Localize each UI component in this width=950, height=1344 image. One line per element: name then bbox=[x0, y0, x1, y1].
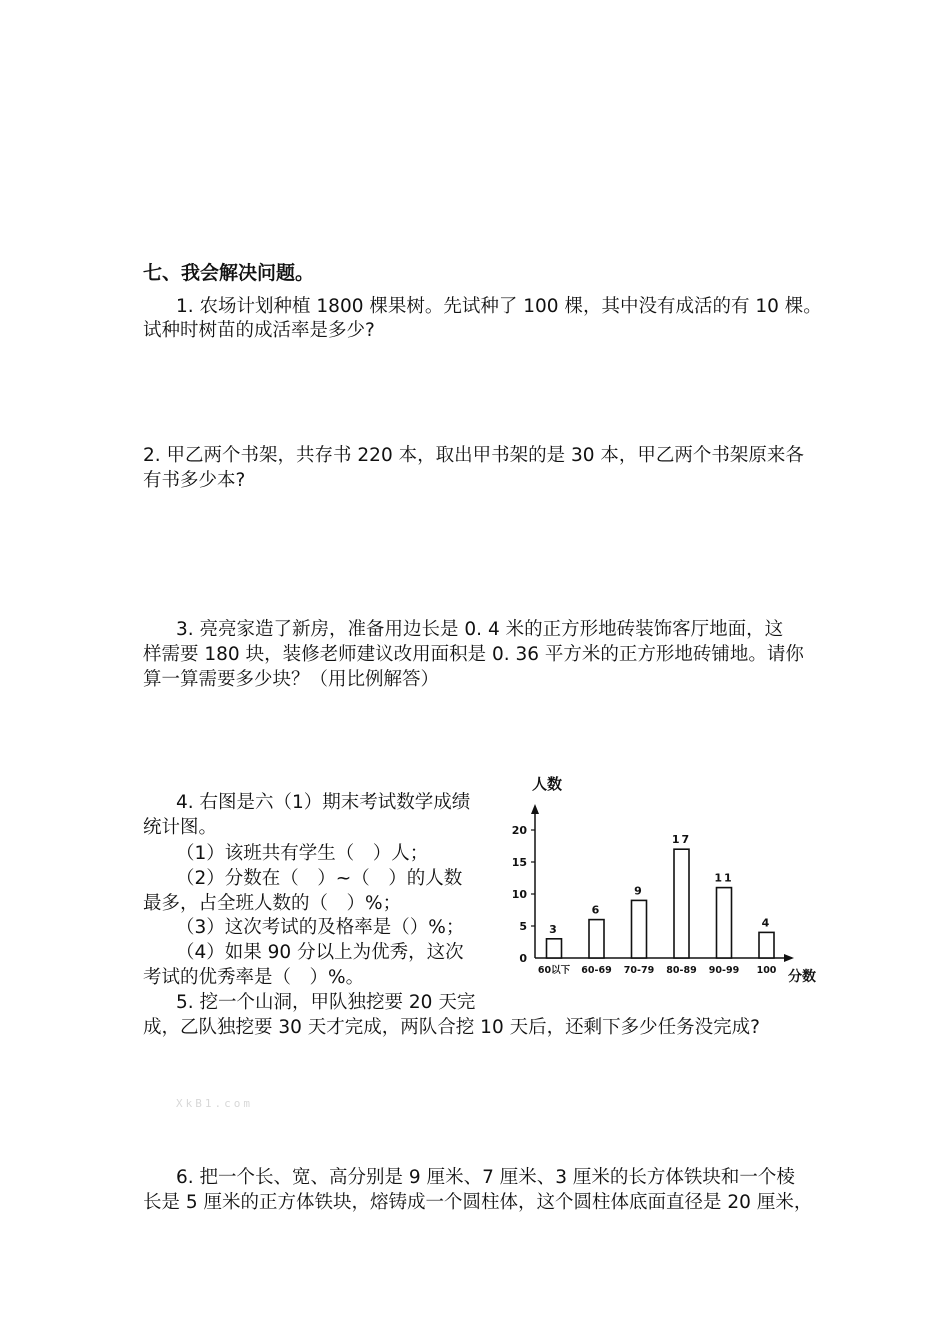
bar-value-label: 3 bbox=[549, 922, 559, 936]
y-tick-label: 20 bbox=[511, 824, 527, 837]
bar bbox=[759, 932, 774, 958]
problem-4-line-2: 统计图。 bbox=[143, 817, 218, 838]
problem-2-line-2: 有书多少本? bbox=[143, 470, 246, 491]
problem-6-line-1: 6. 把一个长、宽、高分别是 9 厘米、7 厘米、3 厘米的长方体铁块和一个棱 bbox=[176, 1167, 795, 1188]
x-tick-label: 100 bbox=[756, 965, 777, 976]
bar bbox=[547, 939, 562, 958]
problem-4-q4-cont: 考试的优秀率是（ ）%。 bbox=[143, 967, 365, 988]
y-axis-arrow bbox=[531, 804, 539, 814]
bar-value-label: 9 bbox=[634, 884, 644, 898]
y-tick-label: 15 bbox=[511, 856, 527, 869]
bar bbox=[632, 900, 647, 958]
bar bbox=[589, 920, 604, 958]
x-axis-label: 分数 bbox=[788, 969, 816, 985]
score-bar-chart bbox=[500, 770, 830, 990]
problem-1-line-1: 1. 农场计划种植 1800 棵果树。先试种了 100 棵，其中没有成活的有 10 棵。 bbox=[176, 296, 822, 317]
problem-4-q2-cont: 最多，占全班人数的（ ）%； bbox=[143, 893, 402, 914]
y-tick-label: 10 bbox=[511, 888, 527, 901]
problem-3-line-2: 样需要 180 块，装修老师建议改用面积是 0. 36 平方米的正方形地砖铺地。请你 bbox=[143, 644, 804, 665]
y-tick-label: 5 bbox=[519, 920, 527, 933]
problem-4-line-1: 4. 右图是六（1）期末考试数学成绩 bbox=[176, 792, 471, 813]
y-tick-label: 0 bbox=[519, 952, 527, 965]
problem-4-q3: （3）这次考试的及格率是（）%； bbox=[176, 917, 465, 938]
problem-4-q2: （2）分数在（ ）~（ ）的人数 bbox=[176, 868, 463, 889]
section-title: 七、我会解决问题。 bbox=[143, 262, 315, 284]
bar-value-label: 17 bbox=[671, 833, 692, 847]
x-tick-label: 80-89 bbox=[666, 965, 697, 976]
bar bbox=[674, 849, 689, 958]
problem-4-q1: （1）该班共有学生（ ）人； bbox=[176, 843, 429, 864]
problem-3-line-1: 3. 亮亮家造了新房，准备用边长是 0. 4 米的正方形地砖装饰客厅地面，这 bbox=[176, 619, 784, 640]
x-axis-arrow bbox=[784, 954, 794, 962]
bar-value-label: 11 bbox=[714, 871, 734, 885]
bar-value-label: 4 bbox=[761, 916, 772, 930]
x-tick-label: 60以下 bbox=[537, 965, 571, 976]
bar bbox=[717, 888, 732, 958]
bar-value-label: 6 bbox=[591, 903, 602, 917]
y-axis-label: 人数 bbox=[532, 775, 563, 793]
problem-4-q4: （4）如果 90 分以上为优秀，这次 bbox=[176, 942, 464, 963]
problem-5-line-2: 成，乙队独挖要 30 天才完成，两队合挖 10 天后，还剩下多少任务没完成? bbox=[143, 1017, 760, 1038]
problem-2-line-1: 2. 甲乙两个书架，共存书 220 本，取出甲书架的是 30 本，甲乙两个书架原来各 bbox=[143, 445, 804, 466]
x-tick-label: 60-69 bbox=[581, 965, 612, 976]
x-tick-label: 90-99 bbox=[708, 965, 740, 976]
problem-5-line-1: 5. 挖一个山洞，甲队独挖要 20 天完 bbox=[176, 992, 476, 1013]
watermark: XkB1.com bbox=[176, 1097, 253, 1110]
problem-6-line-2: 长是 5 厘米的正方体铁块，熔铸成一个圆柱体，这个圆柱体底面直径是 20 厘米， bbox=[143, 1192, 813, 1213]
x-tick-label: 70-79 bbox=[623, 965, 655, 976]
problem-3-line-3: 算一算需要多少块？（用比例解答） bbox=[143, 669, 440, 690]
problem-1-line-2: 试种时树苗的成活率是多少? bbox=[143, 320, 375, 341]
